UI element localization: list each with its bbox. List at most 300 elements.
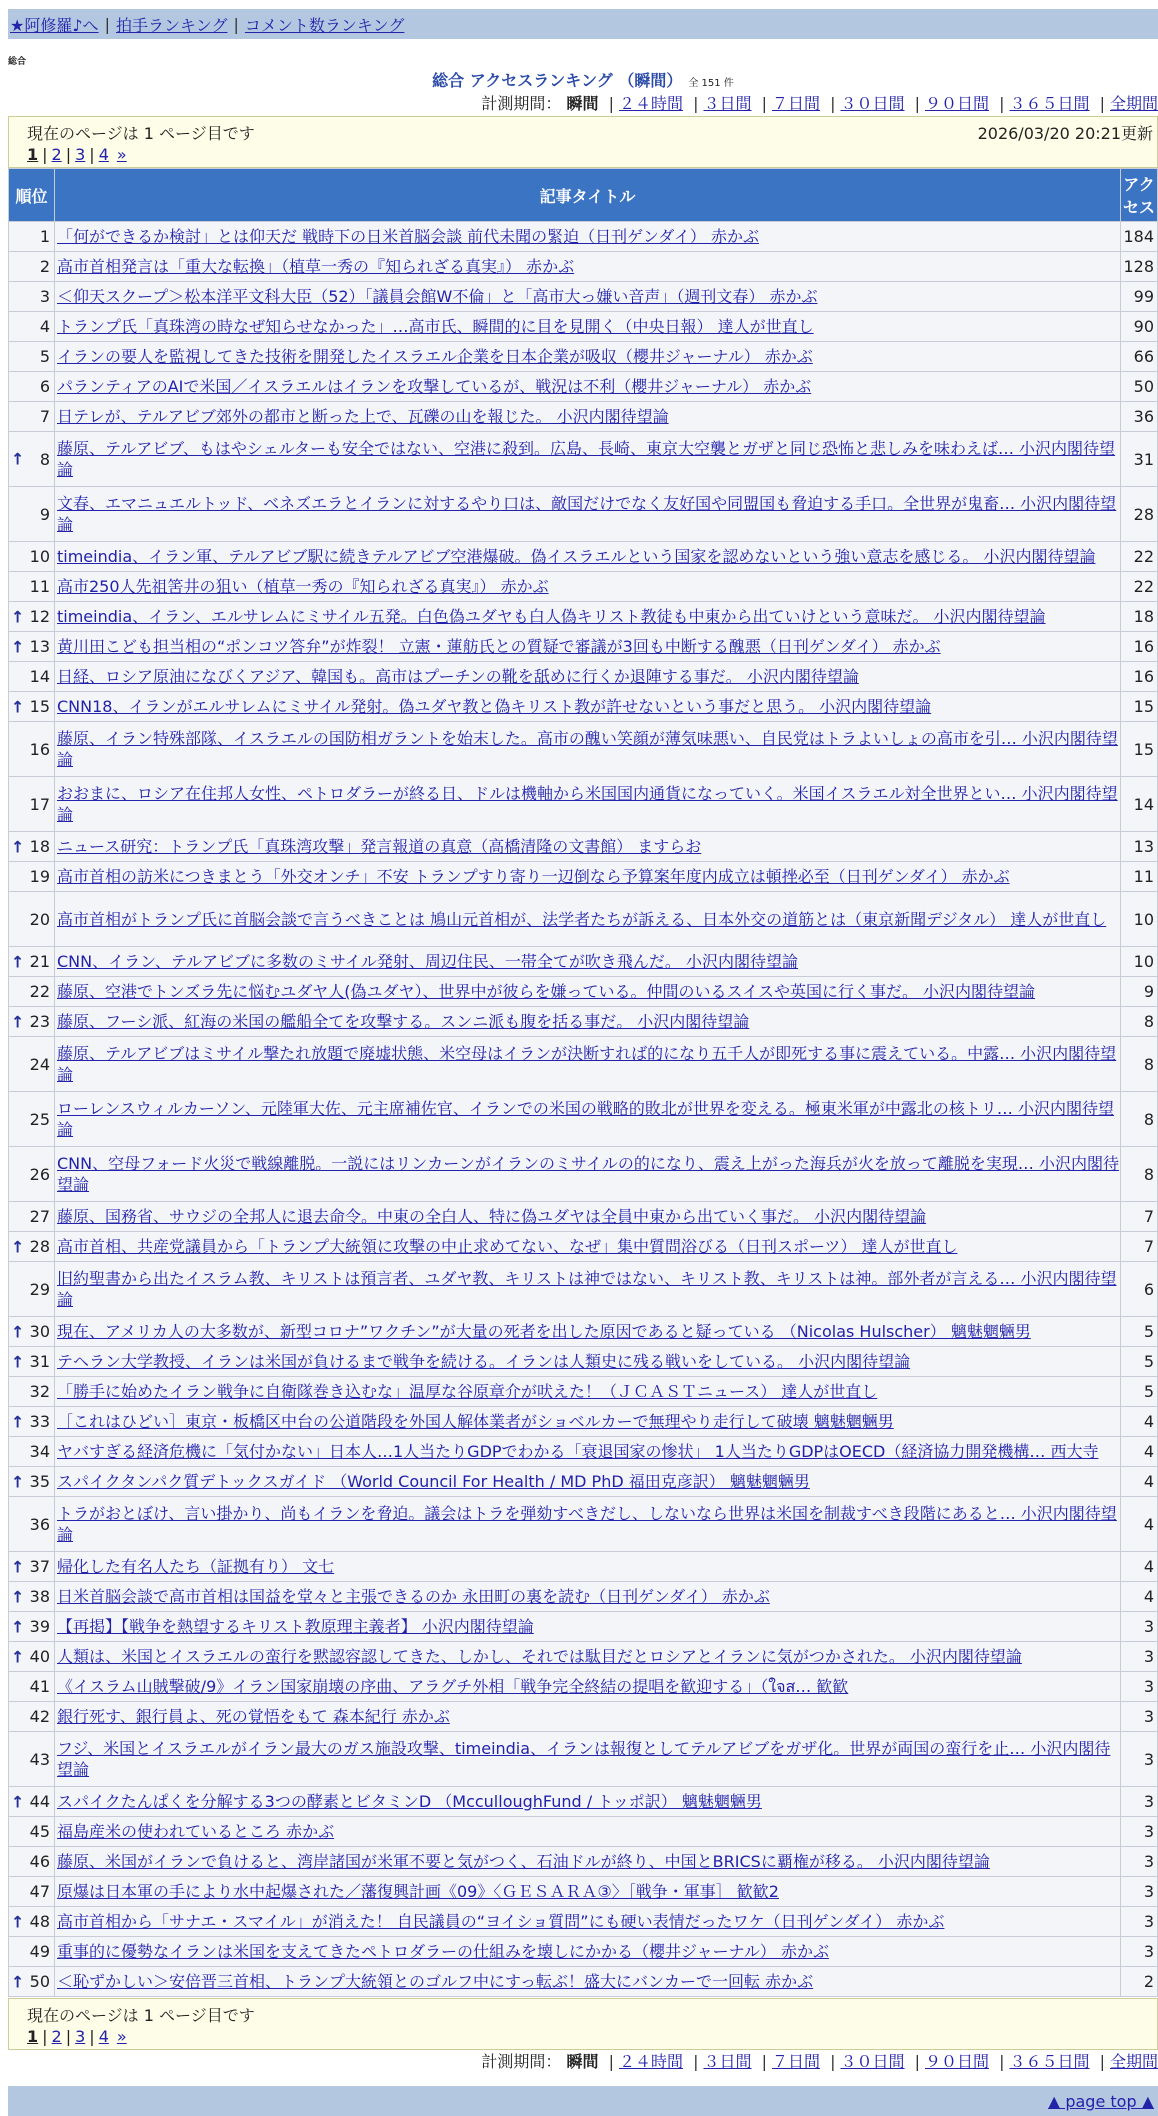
- access-count: 13: [1121, 832, 1157, 861]
- rank-cell: [9, 282, 54, 311]
- article-link[interactable]: トランプ氏「真珠湾の時なぜ知らせなかった」…高市氏、瞬間的に目を見開く（中央日報） 達人が世直し: [57, 317, 814, 336]
- rank-number: 48: [29, 1912, 50, 1931]
- article-link[interactable]: CNN、イラン、テルアビブに多数のミサイル発射、周辺住民、一帯全てが吹き飛んだ。 小沢内閣待望論: [57, 952, 798, 971]
- table-row: [9, 1232, 1157, 1261]
- rank-number: 39: [29, 1617, 50, 1636]
- article-link[interactable]: 【再掲】【戦争を熱望するキリスト教原理主義者】 小沢内閣待望論: [57, 1617, 534, 1636]
- title-cell: [55, 1732, 1120, 1786]
- page-next[interactable]: »: [116, 145, 127, 164]
- title-cell: [55, 662, 1120, 691]
- access-count: 36: [1121, 402, 1157, 431]
- rank-number: 20: [29, 909, 50, 929]
- article-link[interactable]: 高市250人先祖筈井の狙い（植草一秀の『知られざる真実』） 赤かぶ: [57, 577, 549, 596]
- title-cell: [55, 947, 1120, 976]
- rank-cell: [9, 1037, 54, 1091]
- table-row: [9, 342, 1157, 371]
- table-row: [9, 312, 1157, 341]
- rank-cell: [9, 1377, 54, 1406]
- header-rank: 順位: [9, 169, 54, 221]
- access-count: 4: [1121, 1497, 1157, 1551]
- access-count: 8: [1121, 1147, 1157, 1201]
- title-cell: [55, 1147, 1120, 1201]
- title-cell: [55, 1672, 1120, 1701]
- table-row: [9, 947, 1157, 976]
- rank-up-arrow-icon: ↑: [11, 1472, 25, 1491]
- rank-up-arrow-icon: ↑: [11, 1012, 25, 1031]
- access-count: 22: [1121, 572, 1157, 601]
- title-cell: [55, 1642, 1120, 1671]
- rank-number: 41: [29, 1677, 50, 1696]
- article-link[interactable]: 藤原、フーシ派、紅海の米国の艦船全てを攻撃する。スンニ派も腹を括る事だ。 小沢内閣待望論: [57, 1012, 750, 1031]
- article-link[interactable]: トラがおとぼけ、言い掛かり、尚もイランを脅迫。議会はトラを弾劾すべきだし、しないなら世界は米国を制裁すべき段階にあると… 小沢内閣待望論: [57, 1504, 1117, 1544]
- rank-number: 30: [29, 1322, 50, 1341]
- title-cell: [55, 1232, 1120, 1261]
- rank-up-arrow-icon: ↑: [11, 1237, 25, 1256]
- access-count: 8: [1121, 1092, 1157, 1146]
- rank-up-arrow-icon: ↑: [11, 1972, 25, 1991]
- header-title: 記事タイトル: [55, 169, 1120, 221]
- rank-number: 5: [39, 347, 50, 366]
- access-count: 8: [1121, 1007, 1157, 1036]
- access-count: 2: [1121, 1967, 1157, 1996]
- rank-cell: [9, 1147, 54, 1201]
- article-link[interactable]: 高市首相発言は「重大な転換」（植草一秀の『知られざる真実』） 赤かぶ: [57, 257, 575, 276]
- table-row: [9, 1092, 1157, 1146]
- rank-up-arrow-icon: ↑: [11, 1412, 25, 1431]
- rank-cell: [9, 1467, 54, 1496]
- access-count: 16: [1121, 632, 1157, 661]
- rank-number: 9: [39, 504, 50, 524]
- access-count: 15: [1121, 692, 1157, 721]
- table-row: [9, 1672, 1157, 1701]
- period-link-all[interactable]: 全期間: [1109, 94, 1158, 113]
- top-link-applause-ranking[interactable]: 拍手ランキング: [115, 15, 228, 35]
- title-cell: [55, 1467, 1120, 1496]
- rank-up-arrow-icon: ↑: [11, 1587, 25, 1606]
- table-row: [9, 1967, 1157, 1996]
- rank-up-arrow-icon: ↑: [11, 837, 25, 856]
- rank-up-arrow-icon: ↑: [11, 697, 25, 716]
- separator: |: [233, 14, 239, 34]
- article-link[interactable]: 帰化した有名人たち（証拠有り） 文七: [57, 1557, 335, 1576]
- access-count: 3: [1121, 1642, 1157, 1671]
- pagination-box-bottom: [8, 1998, 1158, 2050]
- table-row: [9, 977, 1157, 1006]
- page-top-link[interactable]: ▲ page top ▲: [1047, 2092, 1154, 2111]
- article-link[interactable]: イランの要人を監視してきた技術を開発したイスラエル企業を日本企業が吸収（櫻井ジャーナル） 赤かぶ: [57, 347, 813, 366]
- title-cell: [55, 632, 1120, 661]
- table-row: [9, 1437, 1157, 1466]
- rank-number: 33: [29, 1412, 50, 1431]
- access-count: 10: [1121, 947, 1157, 976]
- article-link[interactable]: 高市首相の訪米につきまとう「外交オンチ」不安 トランプすり寄り一辺倒なら予算案年度内成立は頓挫必至（日刊ゲンダイ） 赤かぶ: [57, 867, 1010, 886]
- title-cell: [55, 777, 1120, 831]
- page-current: 1: [27, 2027, 39, 2046]
- rank-cell: [9, 222, 54, 251]
- rank-cell: [9, 572, 54, 601]
- access-count: 15: [1121, 722, 1157, 776]
- access-count: 10: [1121, 892, 1157, 946]
- title-cell: [55, 572, 1120, 601]
- access-count: 4: [1121, 1467, 1157, 1496]
- rank-number: 40: [29, 1647, 50, 1666]
- article-link[interactable]: 「何ができるか検討」とは仰天だ 戦時下の日米首脳会談 前代未聞の緊迫（日刊ゲンダイ） 赤かぶ: [57, 227, 759, 246]
- article-link[interactable]: CNN18、イランがエルサレムにミサイル発射。偽ユダヤ教と偽キリスト教が許せないという事だと思う。 小沢内閣待望論: [57, 697, 932, 716]
- table-row: [9, 1317, 1157, 1346]
- rank-up-arrow-icon: ↑: [11, 1352, 25, 1371]
- article-link[interactable]: 藤原、テルアビブ、もはやシェルターも安全ではない、空港に殺到。広島、長崎、東京大空襲とガザと同じ恐怖と悲しみを味わえば… 小沢内閣待望論: [57, 439, 1116, 479]
- rank-cell: [9, 777, 54, 831]
- rank-number: 42: [29, 1707, 50, 1726]
- rank-cell: [9, 1847, 54, 1876]
- rank-cell: [9, 372, 54, 401]
- article-link[interactable]: 黄川田こども担当相の“ポンコツ答弁”が炸裂！ 立憲・蓮舫氏との質疑で審議が3回も中断する醜悪（日刊ゲンダイ） 赤かぶ: [57, 637, 941, 656]
- table-row: [9, 1787, 1157, 1816]
- access-count: 3: [1121, 1877, 1157, 1906]
- rank-cell: [9, 1407, 54, 1436]
- rank-number: 25: [29, 1109, 50, 1129]
- pagination: 1 | 2 | 3 | 4 »: [27, 145, 127, 164]
- table-row: [9, 692, 1157, 721]
- article-link[interactable]: 高市首相、共産党議員から「トランプ大統領に攻撃の中止求めてない、なぜ」集中質問浴びる（日刊スポーツ） 達人が世直し: [57, 1237, 958, 1256]
- table-row: [9, 1847, 1157, 1876]
- access-count: 3: [1121, 1672, 1157, 1701]
- rank-cell: [9, 1497, 54, 1551]
- article-link[interactable]: 藤原、イラン特殊部隊、イスラエルの国防相ガラントを始末した。高市の醜い笑顔が薄気味悪い、自民党はトラよいしょの高市を引… 小沢内閣待望論: [57, 729, 1118, 769]
- rank-cell: [9, 1732, 54, 1786]
- table-row: [9, 1612, 1157, 1641]
- rank-number: 8: [39, 449, 50, 469]
- page-title: 総合 アクセスランキング （瞬間）: [432, 71, 683, 90]
- title-cell: [55, 372, 1120, 401]
- title-cell: [55, 692, 1120, 721]
- category-tag: 総合: [8, 57, 27, 67]
- rank-number: 32: [29, 1382, 50, 1401]
- article-link[interactable]: CNN、空母フォード火災で戦線離脱。一説にはリンカーンがイランのミサイルの的になり、震え上がった海兵が火を放って離脱を実現… 小沢内閣待望論: [57, 1154, 1119, 1194]
- article-link[interactable]: フジ、米国とイスラエルがイラン最大のガス施設攻撃、timeindia、イランは報復としてテルアビブをガザ化。世界が両国の蛮行を止… 小沢内閣待望論: [57, 1739, 1111, 1779]
- title-cell: [55, 222, 1120, 251]
- rank-number: 1: [39, 227, 50, 246]
- title-cell: [55, 1582, 1120, 1611]
- title-cell: [55, 1497, 1120, 1551]
- rank-up-arrow-icon: ↑: [11, 1617, 25, 1636]
- separator: |: [104, 14, 110, 34]
- rank-number: 2: [39, 257, 50, 276]
- article-link[interactable]: timeindia、イラン軍、テルアビブ駅に続きテルアビブ空港爆破。偽イスラエルという国家を認めないという強い意志を感じる。 小沢内閣待望論: [57, 547, 1096, 566]
- rank-number: 13: [29, 637, 50, 656]
- title-cell: [55, 862, 1120, 891]
- rank-cell: [9, 1672, 54, 1701]
- rank-cell: [9, 1877, 54, 1906]
- page-link-4[interactable]: 4: [98, 145, 109, 164]
- title-cell: [55, 1377, 1120, 1406]
- table-row: [9, 542, 1157, 571]
- rank-number: 16: [29, 739, 50, 759]
- article-link[interactable]: 日米首脳会談で高市首相は国益を堂々と主張できるのか 永田町の裏を読む（日刊ゲンダイ） 赤かぶ: [57, 1587, 770, 1606]
- table-row: [9, 1642, 1157, 1671]
- table-row: [9, 282, 1157, 311]
- table-row: [9, 862, 1157, 891]
- access-count: 3: [1121, 1732, 1157, 1786]
- article-link[interactable]: 高市首相から「サナエ・スマイル」が消えた！ 自民議員の“ヨイショ質問”にも硬い表情だったワケ（日刊ゲンダイ） 赤かぶ: [57, 1912, 945, 1931]
- table-row: [9, 1007, 1157, 1036]
- article-link[interactable]: ニュース研究：トランプ氏「真珠湾攻撃」発言報道の真意（高橋清隆の文書館） ますらお: [57, 837, 702, 856]
- access-count: 3: [1121, 1612, 1157, 1641]
- page-info: 現在のページは 1 ページ目です: [27, 2006, 255, 2025]
- title-cell: [55, 1787, 1120, 1816]
- access-count: 28: [1121, 487, 1157, 541]
- rank-up-arrow-icon: ↑: [11, 1647, 25, 1666]
- rank-cell: [9, 692, 54, 721]
- access-count: 9: [1121, 977, 1157, 1006]
- table-row: [9, 1467, 1157, 1496]
- title-cell: [55, 1202, 1120, 1231]
- table-row: [9, 1552, 1157, 1581]
- rank-up-arrow-icon: ↑: [11, 1322, 25, 1341]
- article-link[interactable]: 旧約聖書から出たイスラム教、キリストは預言者、ユダヤ教、キリストは神ではない、キリスト教、キリストは神。部外者が言える… 小沢内閣待望論: [57, 1269, 1117, 1309]
- title-cell: [55, 312, 1120, 341]
- title-cell: [55, 1317, 1120, 1346]
- rank-number: 43: [29, 1749, 50, 1769]
- period-link-365d[interactable]: ３６５日間: [1009, 94, 1090, 113]
- article-link[interactable]: 藤原、米国がイランで負けると、湾岸諸国が米軍不要と気がつく、石油ドルが終り、中国とBRICSに覇権が移る。 小沢内閣待望論: [57, 1852, 990, 1871]
- table-row: [9, 222, 1157, 251]
- period-link-24h[interactable]: ２４時間: [618, 2052, 683, 2071]
- table-row: [9, 832, 1157, 861]
- rank-number: 19: [29, 867, 50, 886]
- period-link-7d[interactable]: ７日間: [771, 2052, 820, 2071]
- title-cell: [55, 1937, 1120, 1966]
- table-row: [9, 1147, 1157, 1201]
- table-row: [9, 1347, 1157, 1376]
- article-link[interactable]: 銀行死す、銀行員よ、死の覚悟をもて 森本紀行 赤かぶ: [57, 1707, 450, 1726]
- rank-number: 11: [29, 577, 50, 596]
- article-link[interactable]: 重事的に優勢なイランは米国を支えてきたペトロダラーの仕組みを壊しにかかる（櫻井ジャーナル） 赤かぶ: [57, 1942, 829, 1961]
- article-link[interactable]: 「勝手に始めたイラン戦争に自衛隊巻き込むな」温厚な谷原章介が吠えた！（ＪＣＡＳＴニュース） 達人が世直し: [57, 1382, 878, 1401]
- article-link[interactable]: ［これはひどい］東京・板橋区中台の公道階段を外国人解体業者がショベルカーで無理やり走行して破壊 魑魅魍魎男: [57, 1412, 894, 1431]
- rank-cell: [9, 1582, 54, 1611]
- rank-cell: [9, 977, 54, 1006]
- table-row: [9, 1817, 1157, 1846]
- rank-number: 37: [29, 1557, 50, 1576]
- table-row: [9, 1262, 1157, 1316]
- rank-number: 44: [29, 1792, 50, 1811]
- title-cell: [55, 1007, 1120, 1036]
- total-count: 全 151 件: [688, 78, 734, 89]
- title-cell: [55, 1347, 1120, 1376]
- table-row: [9, 1582, 1157, 1611]
- header-access: アクセス: [1121, 169, 1157, 221]
- title-cell: [55, 342, 1120, 371]
- page-link-3[interactable]: 3: [75, 2027, 86, 2046]
- title-cell: [55, 977, 1120, 1006]
- period-link-24h[interactable]: ２４時間: [618, 94, 683, 113]
- access-count: 4: [1121, 1407, 1157, 1436]
- table-row: [9, 777, 1157, 831]
- rank-number: 23: [29, 1012, 50, 1031]
- rank-up-arrow-icon: ↑: [11, 637, 25, 656]
- article-link[interactable]: ＜仰天スクープ＞松本洋平文科大臣（52）「議員会館W不倫」と「高市大っ嫌い音声」（週刊文春） 赤かぶ: [57, 287, 818, 306]
- rank-number: 10: [29, 547, 50, 566]
- table-row: [9, 252, 1157, 281]
- rank-number: 12: [29, 607, 50, 626]
- article-link[interactable]: 原爆は日本軍の手により水中起爆された／藩復興計画《09》〈ＧＥＳＡＲＡ③〉［戦争・軍事］ 歓歓2: [57, 1882, 779, 1901]
- rank-number: 4: [39, 317, 50, 336]
- article-link[interactable]: 藤原、国務省、サウジの全邦人に退去命令。中東の全白人、特に偽ユダヤは全員中東から出ていく事だ。 小沢内閣待望論: [57, 1207, 927, 1226]
- access-count: 16: [1121, 662, 1157, 691]
- article-link[interactable]: パランティアのAIで米国／イスラエルはイランを攻撃しているが、戦況は不利（櫻井ジャーナル） 赤かぶ: [57, 377, 812, 396]
- page-link-4[interactable]: 4: [98, 2027, 109, 2046]
- rank-number: 35: [29, 1472, 50, 1491]
- title-cell: [55, 282, 1120, 311]
- access-count: 128: [1121, 252, 1157, 281]
- article-link[interactable]: ヤバすぎる経済危機に「気付かない」日本人…1人当たりGDPでわかる「衰退国家の惨状」 1人当たりGDPはOECD（経済協力開発機構… 西大寺: [57, 1442, 1099, 1461]
- rank-cell: [9, 1817, 54, 1846]
- table-row: [9, 662, 1157, 691]
- rank-number: 34: [29, 1442, 50, 1461]
- access-count: 7: [1121, 1232, 1157, 1261]
- rank-cell: [9, 1347, 54, 1376]
- period-link-90d[interactable]: ９０日間: [924, 94, 989, 113]
- access-count: 99: [1121, 282, 1157, 311]
- rank-cell: [9, 342, 54, 371]
- article-link[interactable]: 福島産米の使われているところ 赤かぶ: [57, 1822, 335, 1841]
- table-row: [9, 1037, 1157, 1091]
- rank-cell: [9, 402, 54, 431]
- period-selector-top: 計測期間： 瞬間 | ２４時間 | ３日間 | ７日間 | ３０日間 | ９０日間 | ３６５日間 | 全期間: [481, 94, 1158, 113]
- table-row: [9, 1202, 1157, 1231]
- access-count: 18: [1121, 602, 1157, 631]
- rank-cell: [9, 662, 54, 691]
- article-link[interactable]: 日経、ロシア原油になびくアジア、韓国も。高市はプーチンの靴を舐めに行くか退陣する事だ。 小沢内閣待望論: [57, 667, 859, 686]
- top-link-asyura[interactable]: ★阿修羅♪へ: [10, 15, 99, 35]
- rank-cell: [9, 312, 54, 341]
- rank-cell: [9, 1007, 54, 1036]
- rank-number: 14: [29, 667, 50, 686]
- title-cell: [55, 1437, 1120, 1466]
- pagination-box-top: [8, 116, 1158, 168]
- table-row: [9, 632, 1157, 661]
- access-count: 4: [1121, 1552, 1157, 1581]
- table-row: [9, 722, 1157, 776]
- access-count: 66: [1121, 342, 1157, 371]
- rank-cell: [9, 722, 54, 776]
- page-current: 1: [27, 145, 39, 164]
- article-link[interactable]: ローレンスウィルカーソン、元陸軍大佐、元主席補佐官、イランでの米国の戦略的敗北が世界を変える。極東米軍が中露北の核トリ… 小沢内閣待望論: [57, 1099, 1115, 1139]
- period-link-3d[interactable]: ３日間: [703, 2052, 752, 2071]
- article-link[interactable]: 文春、エマニュエルトッド、ベネズエラとイランに対するやり口は、敵国だけでなく友好国や同盟国も脅迫する手口。全世界が鬼畜… 小沢内閣待望論: [57, 494, 1117, 534]
- rank-number: 45: [29, 1822, 50, 1841]
- page-next[interactable]: »: [116, 2027, 127, 2046]
- page-link-2[interactable]: 2: [51, 2027, 62, 2046]
- access-count: 184: [1121, 222, 1157, 251]
- period-link-90d[interactable]: ９０日間: [924, 2052, 989, 2071]
- article-link[interactable]: ＜恥ずかしい＞安倍晋三首相、トランプ大統領とのゴルフ中にすっ転ぶ！盛大にバンカーで一回転 赤かぶ: [57, 1972, 814, 1991]
- article-link[interactable]: 藤原、空港でトンズラ先に悩むユダヤ人(偽ユダヤ）、世界中が彼らを嫌っている。仲間のいるスイスや英国に行く事だ。 小沢内閣待望論: [57, 982, 1036, 1001]
- page-link-2[interactable]: 2: [51, 145, 62, 164]
- access-count: 3: [1121, 1817, 1157, 1846]
- title-cell: [55, 1407, 1120, 1436]
- rank-up-arrow-icon: ↑: [11, 449, 25, 469]
- article-link[interactable]: 高市首相がトランプ氏に首脳会談で言うべきことは 鳩山元首相が、法学者たちが訴える、日本外交の道筋とは（東京新聞デジタル） 達人が世直し: [57, 909, 1107, 929]
- title-cell: [55, 1817, 1120, 1846]
- access-count: 6: [1121, 1262, 1157, 1316]
- rank-cell: [9, 1232, 54, 1261]
- period-link-30d[interactable]: ３０日間: [840, 94, 905, 113]
- period-link-365d[interactable]: ３６５日間: [1009, 2052, 1090, 2071]
- page-link-3[interactable]: 3: [75, 145, 86, 164]
- access-count: 50: [1121, 372, 1157, 401]
- article-link[interactable]: 現在、アメリカ人の大多数が、新型コロナ”ワクチン”が大量の死者を出した原因であると疑っている （Nicolas Hulscher） 魑魅魍魎男: [57, 1322, 1031, 1341]
- table-row: [9, 402, 1157, 431]
- period-link-30d[interactable]: ３０日間: [840, 2052, 905, 2071]
- access-count: 3: [1121, 1907, 1157, 1936]
- rank-number: 17: [29, 794, 50, 814]
- title-cell: [55, 1907, 1120, 1936]
- rank-number: 6: [39, 377, 50, 396]
- rank-cell: [9, 1787, 54, 1816]
- article-link[interactable]: 《イスラム山賊撃破/9》イラン国家崩壊の序曲、アラグチ外相「戦争完全終結の提唱を歓迎する」（ใจส… 歓歓: [57, 1677, 849, 1696]
- article-link[interactable]: テヘラン大学教授、イランは米国が負けるまで戦争を続ける。イランは人類史に残る戦いをしている。 小沢内閣待望論: [57, 1352, 911, 1371]
- table-row: [9, 892, 1157, 946]
- article-link[interactable]: おおまに、ロシア在住邦人女性、ペトロダラーが終る日、ドルは機軸から米国国内通貨になっていく。米国イスラエル対全世界とい… 小沢内閣待望論: [57, 784, 1118, 824]
- rank-up-arrow-icon: ↑: [11, 607, 25, 626]
- period-link-3d[interactable]: ３日間: [703, 94, 752, 113]
- page-info: 現在のページは 1 ページ目です: [27, 124, 255, 143]
- top-nav-bar: [8, 9, 1158, 39]
- rank-cell: [9, 1202, 54, 1231]
- rank-cell: [9, 1262, 54, 1316]
- rank-cell: [9, 1642, 54, 1671]
- rank-cell: [9, 602, 54, 631]
- rank-cell: [9, 1702, 54, 1731]
- rank-number: 22: [29, 982, 50, 1001]
- table-row: [9, 1907, 1157, 1936]
- period-current: 瞬間: [566, 94, 599, 113]
- article-link[interactable]: スパイクタンパク質デトックスガイド （World Council For Health / MD PhD 福田克彦訳） 魑魅魍魎男: [57, 1472, 810, 1491]
- period-link-all[interactable]: 全期間: [1109, 2052, 1158, 2071]
- period-link-7d[interactable]: ７日間: [771, 94, 820, 113]
- access-count: 5: [1121, 1347, 1157, 1376]
- title-cell: [55, 602, 1120, 631]
- access-count: 90: [1121, 312, 1157, 341]
- rank-number: 50: [29, 1972, 50, 1991]
- article-link[interactable]: 藤原、テルアビブはミサイル撃たれ放題で廃墟状態、米空母はイランが決断すれば的になり五千人が即死する事に震えている。中露… 小沢内閣待望論: [57, 1044, 1117, 1084]
- period-selector-bottom: 計測期間： 瞬間 | ２４時間 | ３日間 | ７日間 | ３０日間 | ９０日間 | ３６５日間 | 全期間: [481, 2052, 1158, 2071]
- rank-number: 28: [29, 1237, 50, 1256]
- article-link[interactable]: スパイクたんぱくを分解する3つの酵素とビタミンD （McculloughFund / トッポ訳） 魑魅魍魎男: [57, 1792, 762, 1811]
- access-count: 3: [1121, 1702, 1157, 1731]
- rank-cell: [9, 252, 54, 281]
- rank-cell: [9, 1092, 54, 1146]
- title-cell: [55, 1847, 1120, 1876]
- table-row: [9, 487, 1157, 541]
- table-row: [9, 602, 1157, 631]
- rank-cell: [9, 432, 54, 486]
- rank-number: 49: [29, 1942, 50, 1961]
- top-link-comment-ranking[interactable]: コメント数ランキング: [244, 15, 405, 35]
- article-link[interactable]: timeindia、イラン、エルサレムにミサイル五発。白色偽ユダヤも白人偽キリスト教徒も中東から出ていけという意味だ。 小沢内閣待望論: [57, 607, 1046, 626]
- table-row: [9, 372, 1157, 401]
- article-link[interactable]: 人類は、米国とイスラエルの蛮行を黙認容認してきた、しかし、それでは駄目だとロシアとイランに気がつかされた。 小沢内閣待望論: [57, 1647, 1022, 1666]
- table-row: [9, 1407, 1157, 1436]
- period-label: 計測期間：: [481, 94, 562, 113]
- article-link[interactable]: 日テレが、テルアビブ郊外の都市と断った上で、瓦礫の山を報じた。 小沢内閣待望論: [57, 407, 669, 426]
- rank-number: 24: [29, 1054, 50, 1074]
- access-count: 3: [1121, 1847, 1157, 1876]
- title-cell: [55, 402, 1120, 431]
- rank-cell: [9, 1552, 54, 1581]
